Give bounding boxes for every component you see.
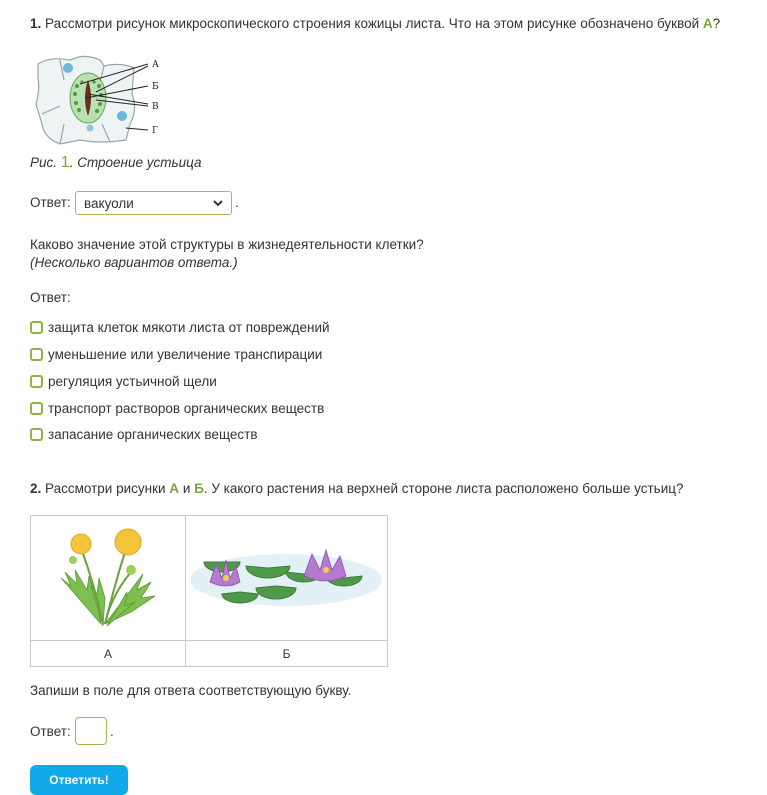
plants-table xyxy=(30,515,388,667)
option-1[interactable]: защита клеток мякоти листа от повреждений xyxy=(30,318,330,336)
checkbox[interactable] xyxy=(30,375,43,388)
option-4[interactable]: транспорт растворов органических веществ xyxy=(30,399,324,417)
checkbox[interactable] xyxy=(30,402,43,415)
stoma-diagram xyxy=(30,54,170,146)
question-1-text: 1. Рассмотри рисунок микроскопического строения кожицы листа. Что на этом рисунке обозначено буквой А? xyxy=(30,16,721,31)
submit-button[interactable]: Ответить! xyxy=(30,765,128,795)
checkbox[interactable] xyxy=(30,321,43,334)
select-value: вакуоли xyxy=(84,195,134,211)
answer-label-3: Ответ: xyxy=(30,724,71,739)
sub-question: Каково значение этой структуры в жизнедеятельности клетки? xyxy=(30,237,424,252)
dandelion-image xyxy=(31,516,185,637)
answer-select[interactable] xyxy=(75,191,232,215)
answer-input[interactable] xyxy=(75,717,107,745)
question-1-letter: А xyxy=(702,16,713,31)
option-5[interactable]: запасание органических веществ xyxy=(30,425,258,443)
sub-question-hint: (Несколько вариантов ответа.) xyxy=(30,255,238,270)
cell-dandelion xyxy=(31,516,186,641)
answer-label-2: Ответ: xyxy=(30,290,71,305)
question-2-text: 2. Рассмотри рисунки А и Б. У какого растения на верхней стороне листа расположено больше устьиц? xyxy=(30,481,684,496)
col-b-label: Б xyxy=(186,641,388,667)
label-g: Г xyxy=(152,126,158,136)
option-3[interactable]: регуляция устьичной щели xyxy=(30,372,217,390)
question-1-number: 1. xyxy=(30,16,42,31)
figure-caption: Рис. 1. Строение устьица xyxy=(30,154,202,171)
label-b: Б xyxy=(152,82,159,92)
answer-period-2: . xyxy=(110,724,114,739)
option-2[interactable]: уменьшение или увеличение транспирации xyxy=(30,345,322,363)
col-a-label: А xyxy=(31,641,186,667)
answer-period: . xyxy=(235,195,239,210)
label-v: В xyxy=(152,102,159,112)
answer-label: Ответ: xyxy=(30,195,71,210)
checkbox[interactable] xyxy=(30,348,43,361)
chevron-down-icon xyxy=(211,196,225,210)
question-2-number: 2. xyxy=(30,481,42,496)
cell-waterlily xyxy=(186,516,388,641)
checkbox[interactable] xyxy=(30,428,43,441)
waterlily-image xyxy=(186,516,387,637)
label-a: А xyxy=(152,60,159,70)
instruction-text: Запиши в поле для ответа соответствующую букву. xyxy=(30,683,352,698)
